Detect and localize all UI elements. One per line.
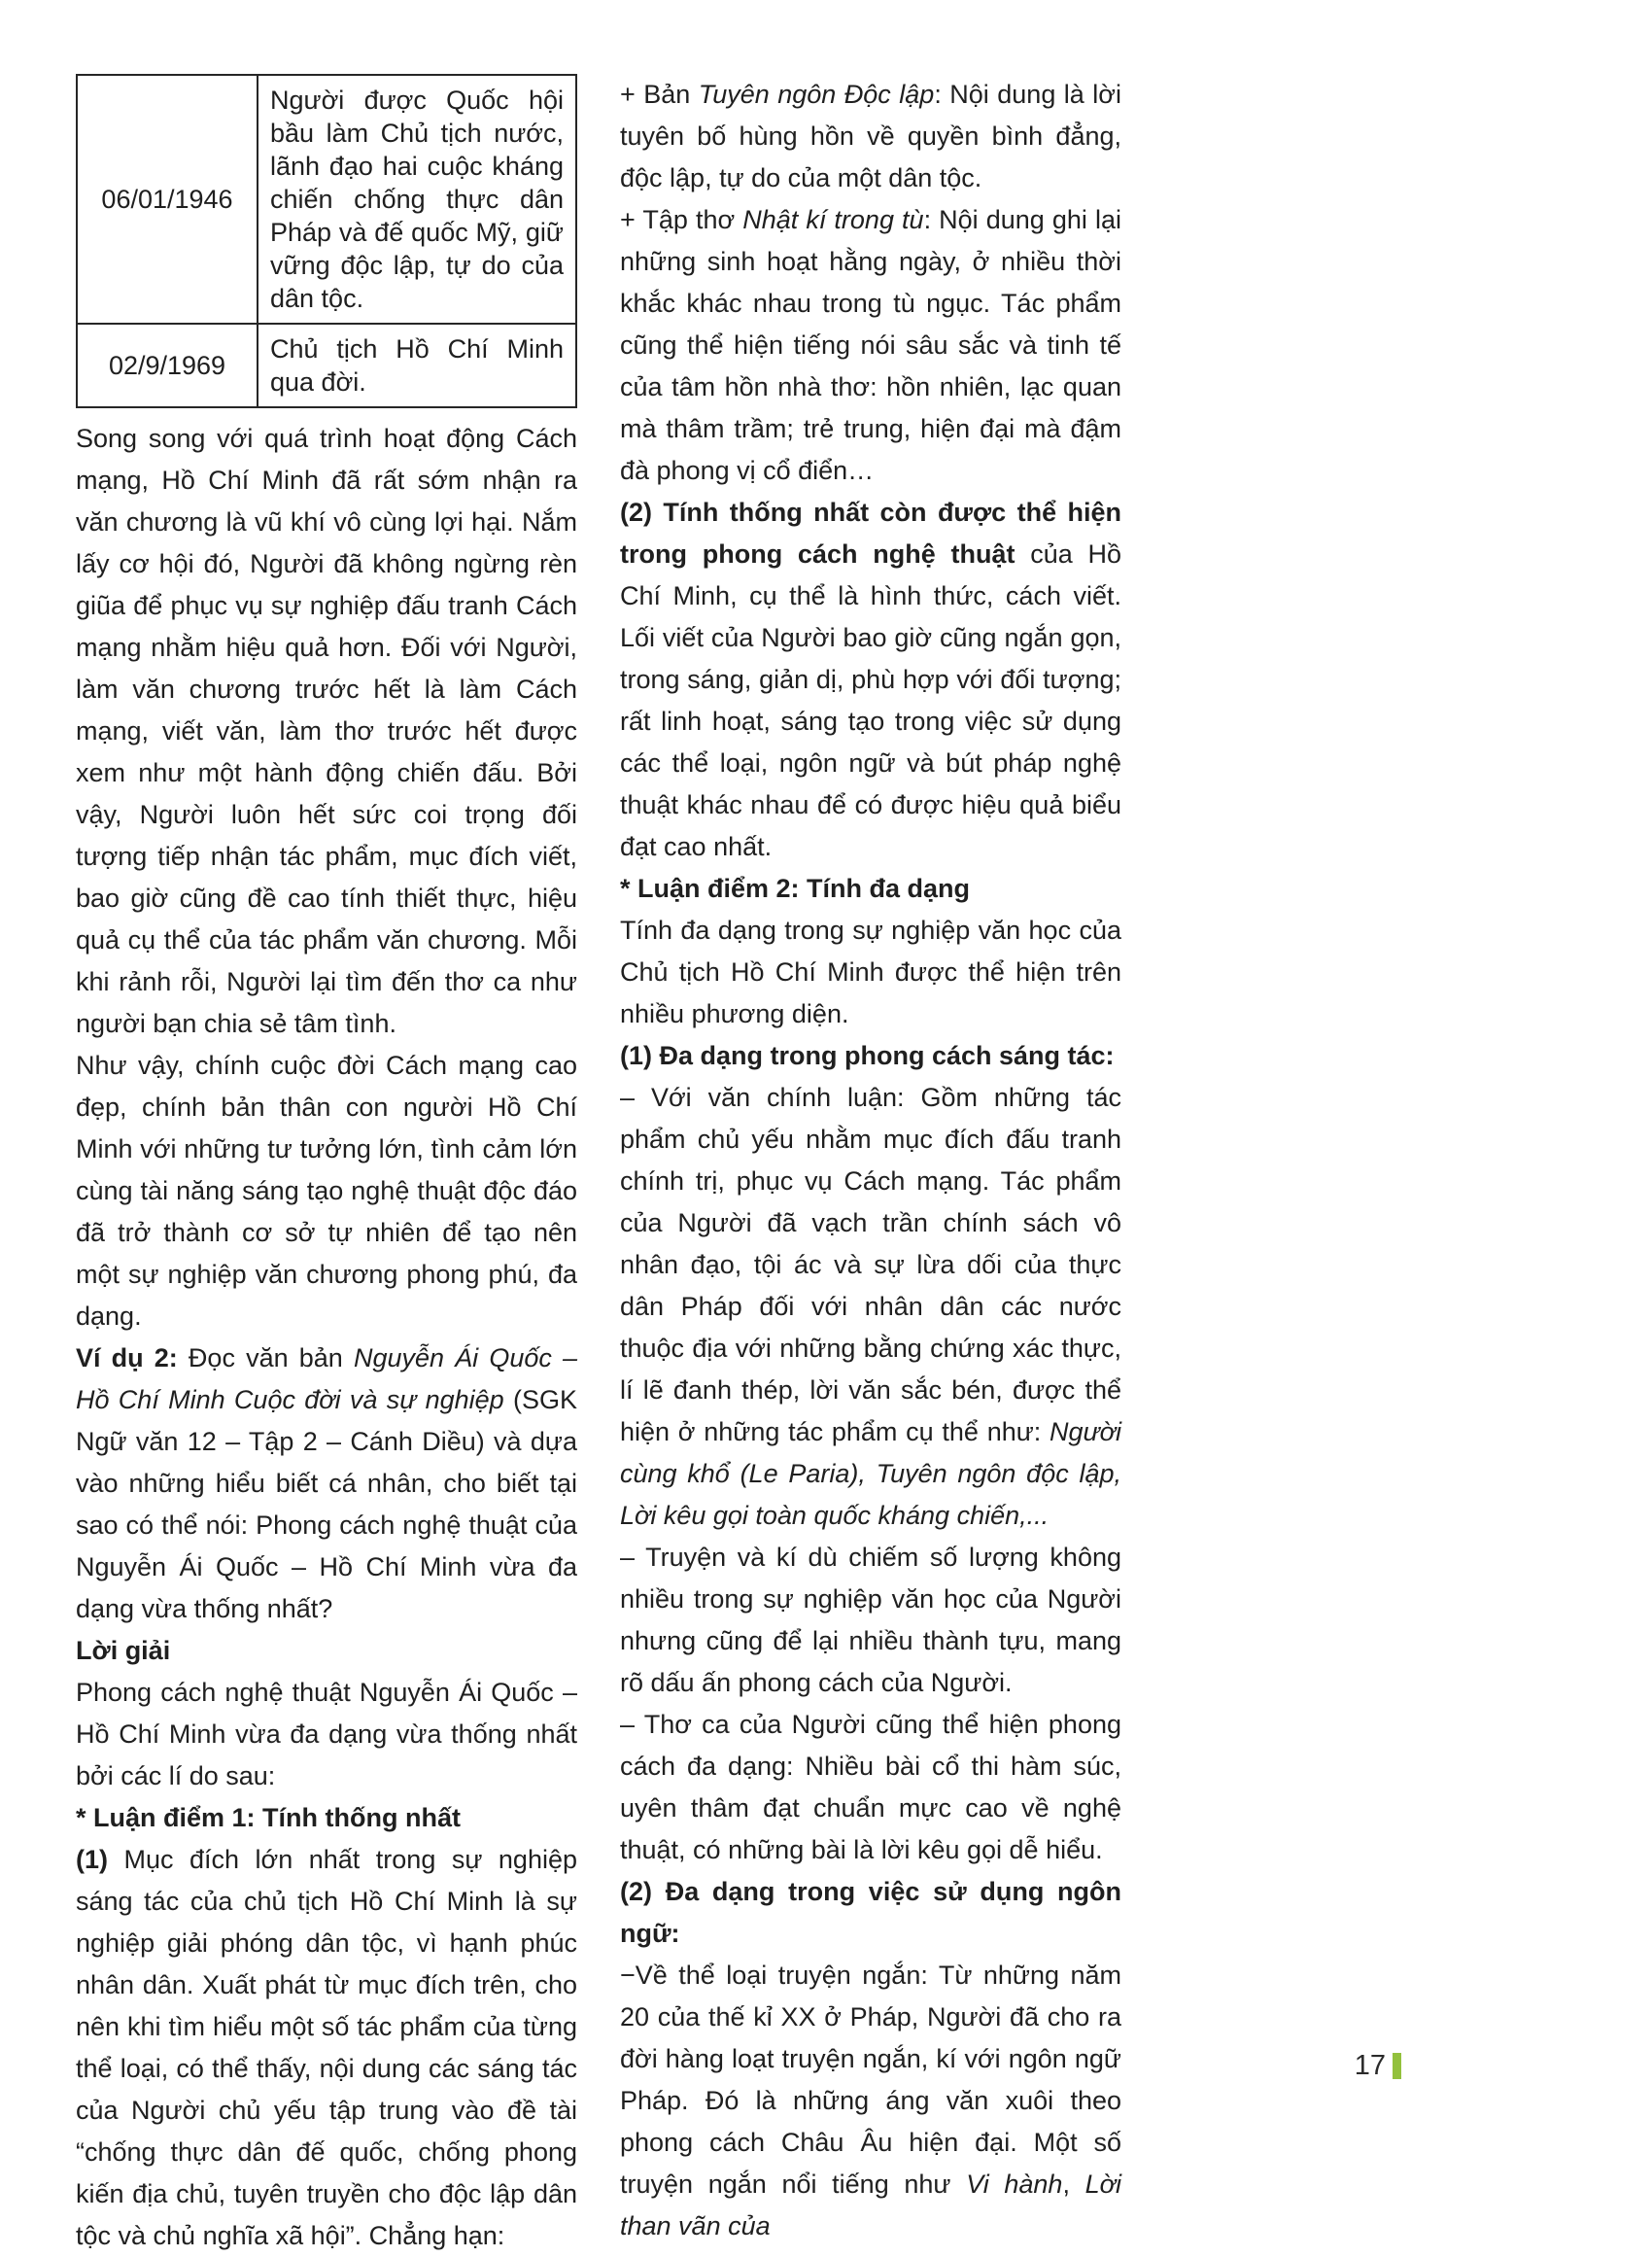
text-run: – Với văn chính luận: Gồm những tác phẩm chủ yếu nhằm mục đích đấu tranh chính trị, phục vụ Cách mạng. Tác phẩm của Người đã vạch trần chính sách vô nhân đạo, tội ác và sự lừa dối của thực dân Pháp đối với nhân dân các nước thuộc địa với những bằng chứng xác thực, lí lẽ đanh thép, lời văn sắc bén, được thể hiện ở những tác phẩm cụ thể như: xyxy=(620,1083,1121,1446)
text-run: (2) Tính thống nhất còn được thể hiện trong phong cách nghệ thuật xyxy=(620,498,1121,569)
event-cell: Chủ tịch Hồ Chí Minh qua đời. xyxy=(258,324,576,407)
text-run: −Về thể loại truyện ngắn: Từ những năm 20 của thế kỉ XX ở Pháp, Người đã cho ra đời hàng loạt truyện ngắn, kí với ngôn ngữ Pháp. Đó là những áng văn xuôi theo phong cách Châu Âu hiện đại. Một số truyện ngắn nổi tiếng như xyxy=(620,1961,1121,2199)
left-column xyxy=(76,74,577,2257)
text-run: (1) Đa dạng trong phong cách sáng tác: xyxy=(620,1041,1115,1070)
text-run: * Luận điểm 1: Tính thống nhất xyxy=(76,1803,461,1832)
paragraph xyxy=(620,1077,1121,1537)
text-run: + Bản xyxy=(620,80,699,109)
paragraph xyxy=(76,1045,577,1337)
date-cell: 06/01/1946 xyxy=(77,75,258,324)
paragraph xyxy=(620,910,1121,1035)
text-columns xyxy=(76,74,1121,2257)
paragraph xyxy=(76,1337,577,1630)
paragraph xyxy=(76,418,577,1045)
text-run: – Thơ ca của Người cũng thể hiện phong cách đa dạng: Nhiều bài cổ thi hàm súc, uyên thâm đạt chuẩn mực cao về nghệ thuật, có những bài là lời kêu gọi dễ hiểu. xyxy=(620,1710,1121,1864)
text-run: + Tập thơ xyxy=(620,205,743,234)
text-run: Phong cách nghệ thuật Nguyễn Ái Quốc – Hồ Chí Minh vừa đa dạng vừa thống nhất bởi các lí do sau: xyxy=(76,1678,577,1790)
text-run: , xyxy=(1062,2170,1085,2199)
paragraph xyxy=(76,1839,577,2257)
text-run: (2) Đa dạng trong việc sử dụng ngôn ngữ: xyxy=(620,1877,1121,1948)
right-column xyxy=(620,74,1121,2257)
text-run: – Truyện và kí dù chiếm số lượng không nhiều trong sự nghiệp văn học của Người nhưng cũng để lại nhiều thành tựu, mang rõ dấu ấn phong cách của Người. xyxy=(620,1543,1121,1697)
event-cell: Người được Quốc hội bầu làm Chủ tịch nước, lãnh đạo hai cuộc kháng chiến chống thực dân Pháp và đế quốc Mỹ, giữ vững độc lập, tự do của dân tộc. xyxy=(258,75,576,324)
text-run: Nhật kí trong tù xyxy=(742,205,924,234)
paragraph xyxy=(620,1871,1121,1955)
timeline-table-body xyxy=(77,75,576,407)
text-run: * Luận điểm 2: Tính đa dạng xyxy=(620,874,971,903)
paragraph xyxy=(620,868,1121,910)
paragraph xyxy=(76,1672,577,1797)
text-run: Người cùng khổ (Le Paria), Tuyên ngôn độc lập, Lời kêu gọi toàn quốc kháng chiến,... xyxy=(620,1417,1121,1530)
paragraph xyxy=(620,1035,1121,1077)
paragraph xyxy=(620,199,1121,492)
text-run: : Nội dung ghi lại những sinh hoạt hằng ngày, ở nhiều thời khắc khác nhau trong tù ngục. Tác phẩm cũng thể hiện tiếng nói sâu sắc và tinh tế của tâm hồn nhà thơ: hồn nhiên, lạc quan mà thâm trầm; trẻ trung, hiện đại mà đậm đà phong vị cổ điển… xyxy=(620,205,1121,485)
paragraph xyxy=(620,1704,1121,1871)
left-column-text xyxy=(76,418,577,2257)
text-run: Lời than vãn của xyxy=(620,2170,1121,2240)
table-row xyxy=(77,75,576,324)
paragraph xyxy=(76,1630,577,1672)
text-run: Đọc văn bản xyxy=(177,1343,354,1372)
text-run: Nguyễn Ái Quốc – Hồ Chí Minh Cuộc đời và sự nghiệp xyxy=(76,1343,578,1414)
text-run: Lời giải xyxy=(76,1636,171,1665)
text-run: của Hồ Chí Minh, cụ thể là hình thức, cách viết. Lối viết của Người bao giờ cũng ngắn gọn, trong sáng, giản dị, phù hợp với đối tượng; rất linh hoạt, sáng tạo trong việc sử dụng các thể loại, ngôn ngữ và bút pháp nghệ thuật khác nhau để có được hiệu quả biểu đạt cao nhất. xyxy=(620,539,1121,861)
text-run: Ví dụ 2: xyxy=(76,1343,178,1372)
page-accent-bar xyxy=(1393,2053,1401,2079)
text-run: Song song với quá trình hoạt động Cách mạng, Hồ Chí Minh đã rất sớm nhận ra văn chương là vũ khí vô cùng lợi hại. Nắm lấy cơ hội đó, Người đã không ngừng rèn giũa để phục vụ sự nghiệp đấu tranh Cách mạng nhằm hiệu quả hơn. Đối với Người, làm văn chương trước hết là làm Cách mạng, viết văn, làm thơ trước hết được xem như một hành động chiến đấu. Bởi vậy, Người luôn hết sức coi trọng đối tượng tiếp nhận tác phẩm, mục đích viết, bao giờ cũng đề cao tính thiết thực, hiệu quả cụ thể của tác phẩm văn chương. Mỗi khi rảnh rỗi, Người lại tìm đến thơ ca như người bạn chia sẻ tâm tình. xyxy=(76,424,577,1038)
paragraph xyxy=(620,492,1121,868)
paragraph xyxy=(620,1537,1121,1704)
text-run: (1) xyxy=(76,1845,108,1874)
paragraph xyxy=(620,74,1121,199)
text-run: Vi hành xyxy=(966,2170,1063,2199)
page-number: 17 xyxy=(1354,2050,1386,2081)
text-run: (SGK Ngữ văn 12 – Tập 2 – Cánh Diều) và dựa vào những hiểu biết cá nhân, cho biết tại sao có thể nói: Phong cách nghệ thuật của Nguyễn Ái Quốc – Hồ Chí Minh vừa đa dạng vừa thống nhất? xyxy=(76,1385,578,1623)
text-run: Mục đích lớn nhất trong sự nghiệp sáng tác của chủ tịch Hồ Chí Minh là sự nghiệp giải phóng dân tộc, vì hạnh phúc nhân dân. Xuất phát từ mục đích trên, cho nên khi tìm hiểu một số tác phẩm của từng thể loại, có thể thấy, nội dung các sáng tác của Người chủ yếu tập trung vào đề tài “chống thực dân đế quốc, chống phong kiến địa chủ, tuyên truyền cho độc lập dân tộc và chủ nghĩa xã hội”. Chẳng hạn: xyxy=(76,1845,577,2250)
timeline-table xyxy=(76,74,577,408)
text-run: : Nội dung là lời tuyên bố hùng hồn về quyền bình đẳng, độc lập, tự do của một dân tộc. xyxy=(620,80,1121,192)
text-run: Tính đa dạng trong sự nghiệp văn học của Chủ tịch Hồ Chí Minh được thể hiện trên nhiều phương diện. xyxy=(620,916,1121,1028)
paragraph xyxy=(620,1955,1121,2247)
text-run: Tuyên ngôn Độc lập xyxy=(698,80,935,109)
text-run: Như vậy, chính cuộc đời Cách mạng cao đẹp, chính bản thân con người Hồ Chí Minh với những tư tưởng lớn, tình cảm lớn cùng tài năng sáng tạo nghệ thuật độc đáo đã trở thành cơ sở tự nhiên để tạo nên một sự nghiệp văn chương phong phú, đa dạng. xyxy=(76,1051,577,1331)
table-row xyxy=(77,324,576,407)
date-cell: 02/9/1969 xyxy=(77,324,258,407)
page-footer xyxy=(1355,2051,1401,2080)
paragraph xyxy=(76,1797,577,1839)
